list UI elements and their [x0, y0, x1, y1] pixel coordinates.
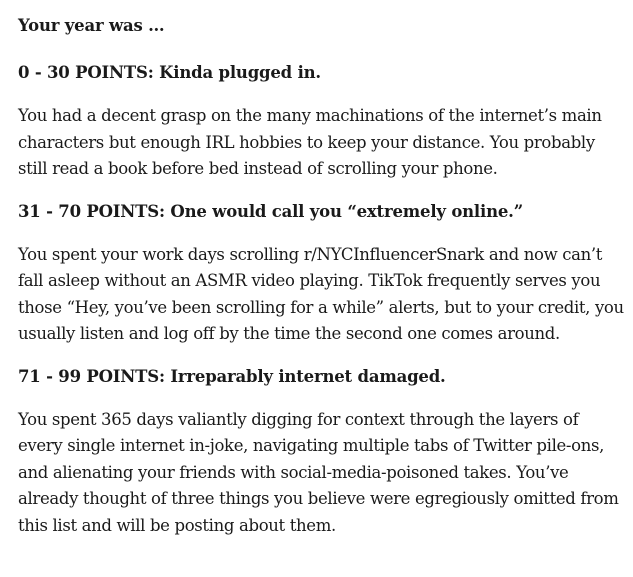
article-body [18, 14, 624, 539]
tier-description-low: You had a decent grasp on the many machinations of the internet’s main characters but enough IRL hobbies to keep your distance. You probably still read a book before bed instead of scrolling your phone. [18, 106, 602, 178]
tier-heading-low: 0 - 30 POINTS: Kinda plugged in. [18, 63, 321, 82]
tier-description-mid: You spent your work days scrolling r/NYCInfluencerSnark and now can’t fall asleep without an ASMR video playing. TikTok frequently serves you those “Hey, you’ve been scrolling for a while” alerts, but to your credit, you usually listen and log off by the time the second one comes around. [18, 244, 624, 343]
tier-description-high: You spent 365 days valiantly digging for context through the layers of every single internet in-joke, navigating multiple tabs of Twitter pile-ons, and alienating your friends with social-media-poisoned takes. You’ve already thought of three things you believe were egregiously omitted from this list and will be posting about them. [18, 409, 619, 535]
tier-heading-high: 71 - 99 POINTS: Irreparably internet damaged. [18, 366, 446, 386]
results-lead: Your year was … [18, 16, 165, 35]
tier-heading-mid: 31 - 70 POINTS: One would call you “extremely online.” [18, 201, 523, 221]
